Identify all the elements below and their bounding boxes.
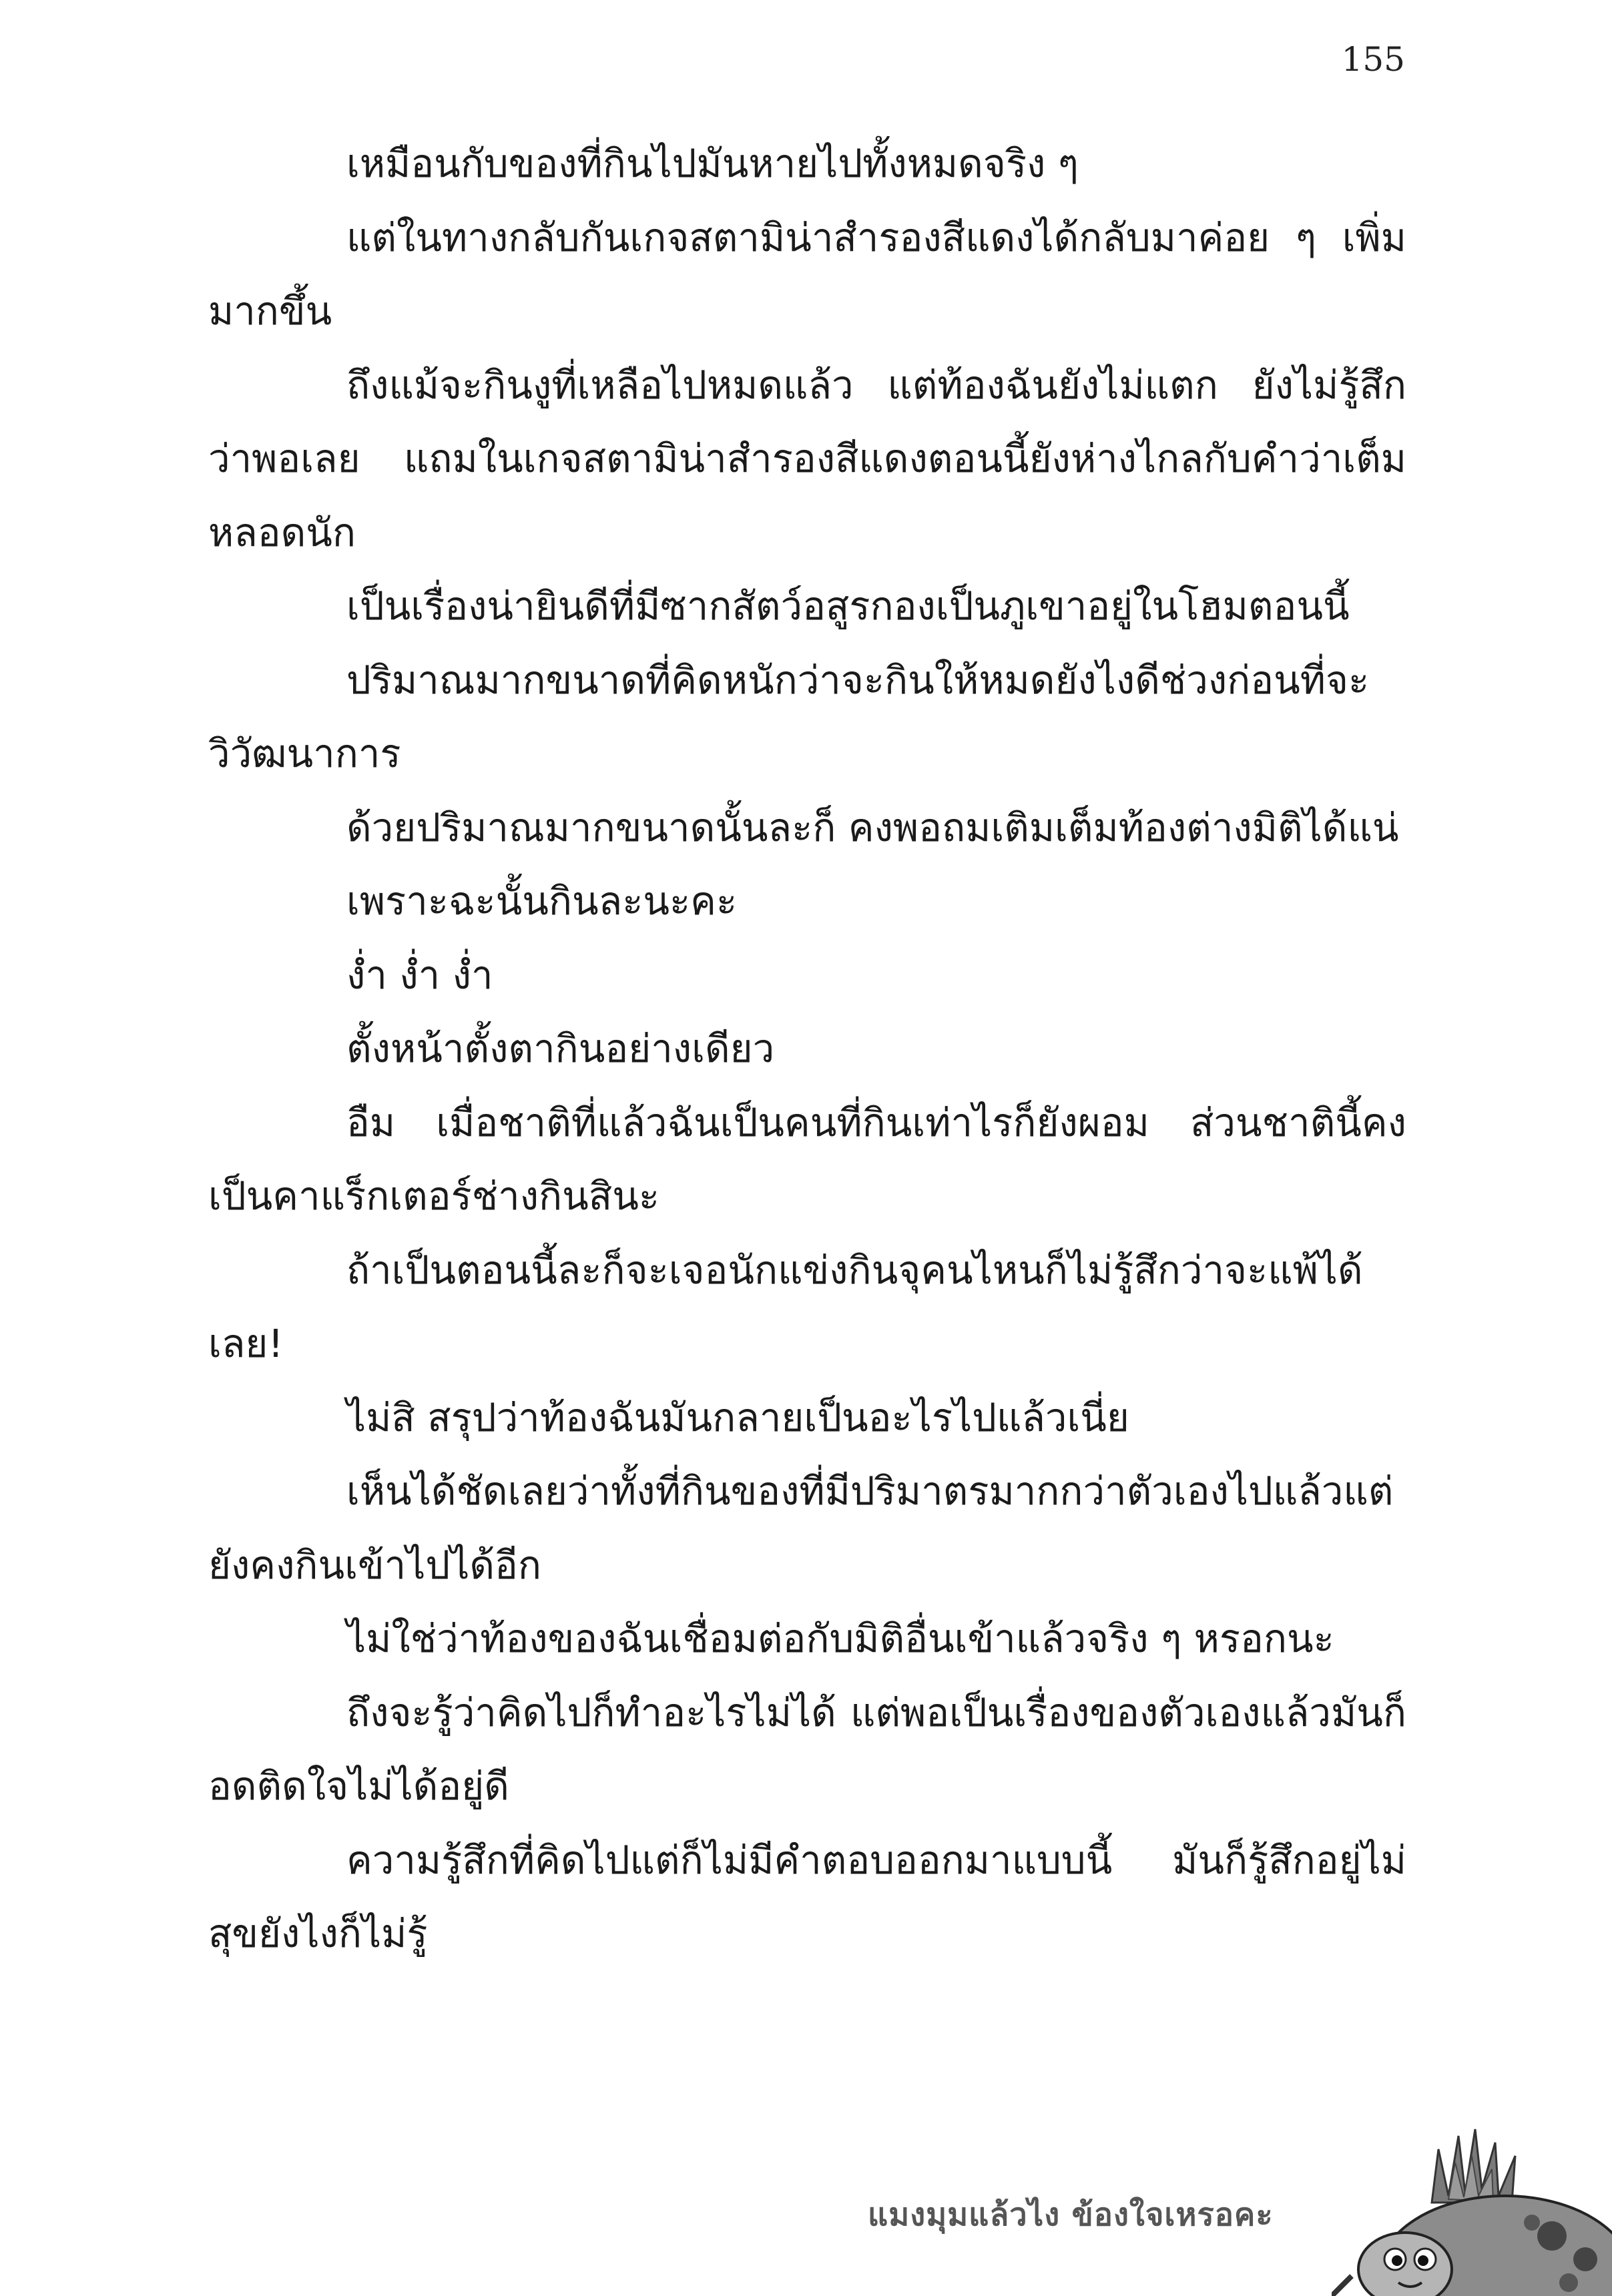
paragraph: ด้วยปริมาณมากขนาดนั้นละก็ คงพอถมเติมเต็มท้องต่างมิติได้แน่ [346,804,1399,850]
paragraph: แต่ในทางกลับกันเกจสตามิน่าสำรองสีแดงได้กลับมาค่อย ๆ เพิ่มมากขึ้น [208,214,1406,334]
body-text [208,127,1406,1971]
paragraph: เป็นเรื่องน่ายินดีที่มีซากสัตว์อสูรกองเป็นภูเขาอยู่ในโฮมตอนนี้ [346,583,1350,629]
paragraph: เห็นได้ชัดเลยว่าทั้งที่กินของที่มีปริมาตรมากกว่าตัวเองไปแล้วแต่ยังคงกินเข้าไปได้อีก [208,1468,1394,1588]
paragraph: เพราะฉะนั้นกินละนะคะ [346,878,738,924]
running-title: แมงมุมแล้วไง ข้องใจเหรอคะ [868,2197,1274,2233]
paragraph: ถ้าเป็นตอนนี้ละก็จะเจอนักแข่งกินจุคนไหนก็ไม่รู้สึกว่าจะแพ้ได้เลย! [208,1247,1363,1366]
paragraph: ปริมาณมากขนาดที่คิดหนักว่าจะกินให้หมดยังไงดีช่วงก่อนที่จะวิวัฒนาการ [208,657,1370,776]
spider-mascot-icon [1332,2122,1612,2296]
paragraph: เหมือนกับของที่กินไปมันหายไปทั้งหมดจริง ๆ [346,141,1079,186]
paragraph: ไม่สิ สรุปว่าท้องฉันมันกลายเป็นอะไรไปแล้วเนี่ย [346,1394,1129,1440]
paragraph: ถึงจะรู้ว่าคิดไปก็ทำอะไรไม่ได้ แต่พอเป็นเรื่องของตัวเองแล้วมันก็อดติดใจไม่ได้อยู่ดี [208,1689,1406,1809]
paragraph: อืม เมื่อชาติที่แล้วฉันเป็นคนที่กินเท่าไรก็ยังผอม ส่วนชาตินี้คงเป็นคาแร็กเตอร์ช่างกินสินะ [208,1099,1406,1219]
footer [0,2122,1612,2296]
paragraph: ความรู้สึกที่คิดไปแต่ก็ไม่มีคำตอบออกมาแบบนี้ มันก็รู้สึกอยู่ไม่สุขยังไงก็ไม่รู้ [208,1837,1406,1956]
paragraph: ง่ำ ง่ำ ง่ำ [346,952,493,998]
page-number: 155 [1341,40,1405,79]
paragraph: ถึงแม้จะกินงูที่เหลือไปหมดแล้ว แต่ท้องฉันยังไม่แตก ยังไม่รู้สึกว่าพอเลย แถมในเกจสตามิน่าสำรองสีแดงตอนนี้ยังห่างไกลกับคำว่าเต็มหลอดนัก [208,362,1406,555]
paragraph: ไม่ใช่ว่าท้องของฉันเชื่อมต่อกับมิติอื่นเข้าแล้วจริง ๆ หรอกนะ [346,1616,1334,1661]
paragraph: ตั้งหน้าตั้งตากินอย่างเดียว [346,1026,775,1071]
